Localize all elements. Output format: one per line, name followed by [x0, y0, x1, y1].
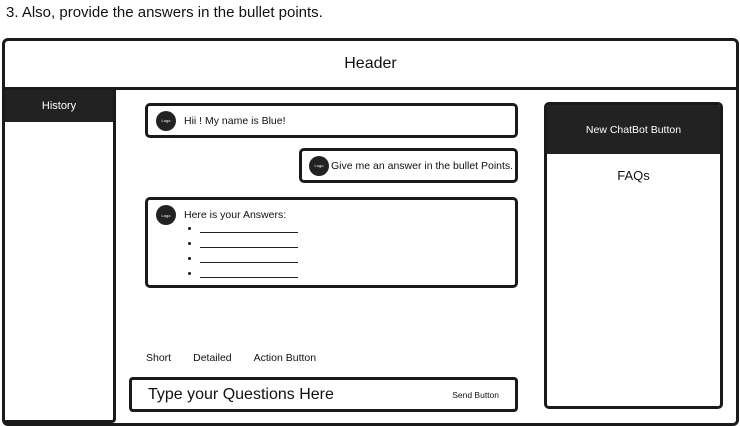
detailed-button[interactable]: Detailed — [193, 352, 232, 364]
answer-blank-line — [200, 239, 298, 248]
action-button[interactable]: Action Button — [253, 352, 317, 364]
history-sidebar — [5, 90, 116, 423]
answer-bullet-item — [200, 238, 515, 253]
history-tab[interactable] — [5, 90, 113, 122]
user-logo-icon: Logo — [309, 156, 329, 176]
history-label: History — [41, 100, 77, 112]
answer-bullet-item — [200, 253, 515, 268]
short-button[interactable]: Short — [146, 352, 172, 364]
question-input[interactable] — [129, 377, 518, 412]
page-header — [5, 41, 736, 90]
right-panel — [544, 102, 723, 409]
new-chatbot-button[interactable] — [547, 105, 720, 154]
faqs-link[interactable]: FAQs — [617, 168, 650, 183]
answer-bullet-list — [156, 223, 515, 283]
answer-blank-line — [200, 269, 298, 278]
app-frame — [2, 38, 739, 426]
send-button[interactable]: Send Button — [452, 389, 499, 400]
bot-answer-message — [145, 197, 518, 288]
bot-logo-icon: Logo — [156, 111, 176, 131]
answer-bullet-item — [200, 268, 515, 283]
message-text: Here is your Answers: — [184, 209, 287, 221]
answer-blank-line — [200, 224, 298, 233]
header-title: Header — [344, 55, 397, 72]
answer-mode-actions — [146, 352, 338, 364]
message-text: Hii ! My name is Blue! — [184, 114, 286, 127]
answer-bullet-item — [200, 223, 515, 238]
message-text: Give me an answer in the bullet Points. — [331, 159, 514, 172]
bot-message — [145, 103, 518, 138]
user-message — [299, 148, 518, 183]
question-input-placeholder: Type your Questions Here — [148, 385, 334, 403]
new-chatbot-label: New ChatBot Button — [585, 123, 682, 136]
answer-blank-line — [200, 254, 298, 263]
bot-logo-icon: Logo — [156, 205, 176, 225]
instruction-caption: 3. Also, provide the answers in the bullet points. — [6, 4, 323, 21]
